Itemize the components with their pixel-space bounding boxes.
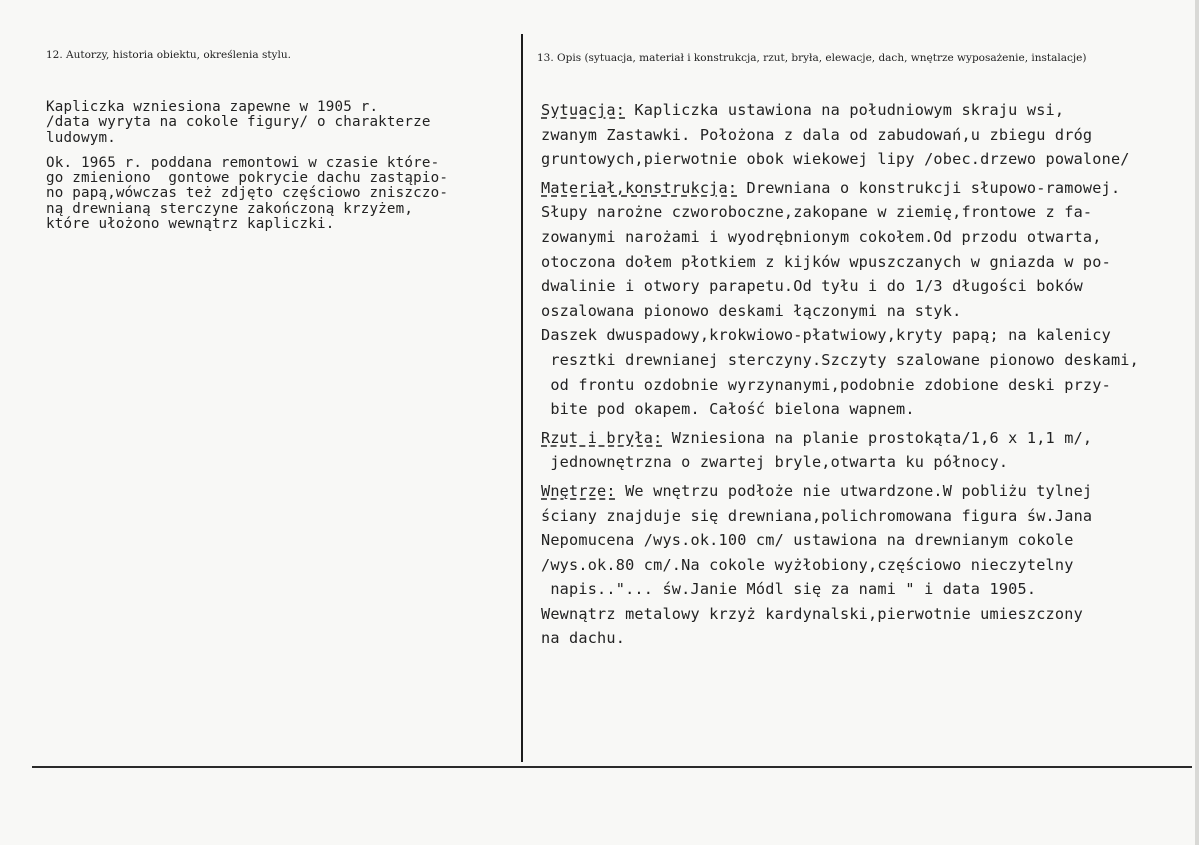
text-line: Słupy narożne czworoboczne,zakopane w ziemię,frontowe z fa- (541, 203, 1093, 222)
heading-situation: Sytuacja: (541, 101, 626, 119)
text-fragment: Drewniana o konstrukcji słupowo-ramowej. (737, 178, 1121, 197)
text-line: zwanym Zastawki. Położona z dala od zabudowań,u zbiegu dróg (541, 125, 1093, 144)
section-13-header: 13. Opis (sytuacja, materiał i konstrukcja, rzut, bryła, elewacje, dach, wnętrze wyposażenie, instalacje) (537, 52, 1087, 64)
text-line: jednownętrzna o zwartej bryle,otwarta ku północy. (541, 453, 1009, 472)
text-line: /data wyryta na cokole figury/ o charakterze (46, 114, 431, 131)
text-line: otoczona dołem płotkiem z kijków wpuszczanych w gniazda w po- (541, 252, 1111, 271)
text-line: na dachu. (541, 629, 626, 648)
section-situation (541, 98, 1196, 172)
text-line: bite pod okapem. Całość bielona wapnem. (541, 400, 915, 419)
column-divider (521, 34, 523, 762)
text-fragment: Wzniesiona na planie prostokąta/1,6 x 1,1 m/, (662, 428, 1093, 447)
text-line: /wys.ok.80 cm/.Na cokole wyżłobiony,częściowo nieczytelny (541, 555, 1074, 574)
text-line: które ułożono wewnątrz kapliczki. (46, 216, 335, 233)
text-line: od frontu ozdobnie wyrzynanymi,podobnie zdobione deski przy- (541, 375, 1111, 394)
text-line: ną drewnianą sterczyne zakończoną krzyżem, (46, 200, 414, 217)
history-paragraph (46, 156, 516, 232)
text-fragment: We wnętrzu podłoże nie utwardzone.W pobliżu tylnej (615, 481, 1093, 500)
text-line: ściany znajduje się drewniana,polichromowana figura św.Jana (541, 506, 1093, 525)
text-line (541, 98, 1196, 123)
text-line (541, 426, 1196, 451)
text-line (541, 479, 1196, 504)
heading-interior: Wnętrze: (541, 481, 616, 500)
section-interior (541, 479, 1196, 651)
text-line: Ok. 1965 r. poddana remontowi w czasie które- (46, 154, 440, 171)
text-fragment: Kapliczka ustawiona na południowym skraju wsi, (625, 101, 1065, 119)
description-text (541, 98, 1196, 655)
text-line: ludowym. (46, 129, 116, 146)
history-text (46, 100, 516, 242)
bottom-rule (32, 766, 1192, 768)
text-line: Daszek dwuspadowy,krokwiowo-płatwiowy,kryty papą; na kalenicy (541, 326, 1111, 345)
text-line: go zmieniono gontowe pokrycie dachu zastąpio- (46, 170, 449, 187)
text-line: oszalowana pionowo deskami łączonymi na styk. (541, 301, 962, 320)
text-line: Nepomucena /wys.ok.100 cm/ ustawiona na drewnianym cokole (541, 531, 1074, 550)
text-line: Wewnątrz metalowy krzyż kardynalski,pierwotnie umieszczony (541, 604, 1083, 623)
text-line: Kapliczka wzniesiona zapewne w 1905 r. (46, 99, 379, 115)
section-material (541, 176, 1196, 422)
heading-plan: Rzut i bryła: (541, 428, 663, 447)
text-line: dwalinie i otwory parapetu.Od tyłu i do 1/3 długości boków (541, 277, 1083, 296)
text-line: zowanymi narożami i wyodrębnionym cokołem.Od przodu otwarta, (541, 227, 1102, 246)
section-plan (541, 426, 1196, 475)
text-line: resztki drewnianej sterczyny.Szczyty szalowane pionowo deskami, (541, 350, 1139, 369)
text-line (541, 176, 1196, 201)
text-line: no papą,wówczas też zdjęto częściowo zniszczo- (46, 185, 449, 202)
text-line: gruntowych,pierwotnie obok wiekowej lipy /obec.drzewo powalone/ (541, 150, 1130, 169)
text-line: napis.."... św.Janie Módl się za nami " i data 1905. (541, 580, 1037, 599)
section-12-header: 12. Autorzy, historia obiektu, określenia stylu. (46, 49, 291, 61)
history-paragraph (46, 100, 516, 146)
heading-material: Materiał,konstrukcja: (541, 178, 738, 197)
